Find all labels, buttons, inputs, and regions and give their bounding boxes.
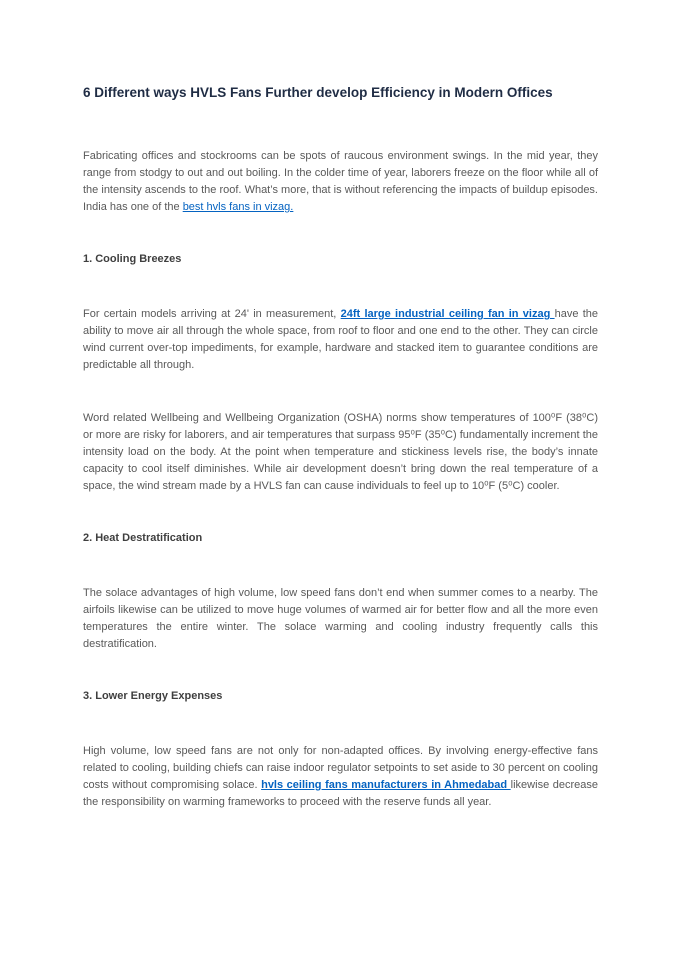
paragraph: [83, 306, 598, 374]
text-run: High volume, low speed fans are not only for non-adapted offices. By involving energy-effective fans related to cooling, building chiefs can raise indoor regulator setpoints to set aside to 30 percent on cooling costs without compromising solace.: [83, 745, 598, 791]
text-run: The solace advantages of high volume, low speed fans don’t end when summer comes to a nearby. The airfoils likewise can be utilized to move huge volumes of warmed air for better flow and all the more even temperatures the entire winter. The solace warming and cooling industry frequently calls this destratification.: [83, 587, 598, 650]
section-heading: 2. Heat Destratification: [83, 532, 203, 544]
text-run: have the ability to move air all through the whole space, from roof to floor and one end to the other. They can circle wind current over-top impediments, for example, hardware and stacked item to guarantee conditions are predictable all through.: [83, 308, 598, 371]
text-run: For certain models arriving at 24' in measurement,: [83, 308, 341, 320]
document-body: [83, 148, 598, 811]
paragraph: [83, 148, 598, 216]
text-run: Word related Wellbeing and Wellbeing Organization (OSHA) norms show temperatures of 100⁰F (38⁰C) or more are risky for laborers, and air temperatures that surpass 95⁰F (35⁰C) fundamentally increment the intensity load on the body. At the point when temperature and stickiness levels rise, the body’s innate capacity to cool itself diminishes. While air development doesn’t bring down the real temperature of a space, the wind stream made by a HVLS fan can cause individuals to feel up to 10⁰F (5⁰C) cooler.: [83, 412, 598, 492]
hyperlink[interactable]: hvls ceiling fans manufacturers in Ahmedabad: [261, 779, 511, 791]
section-heading: 3. Lower Energy Expenses: [83, 690, 223, 702]
paragraph: [83, 743, 598, 811]
section-heading: 1. Cooling Breezes: [83, 253, 182, 265]
paragraph: [83, 585, 598, 653]
text-run: likewise decrease the responsibility on warming frameworks to proceed with the reserve funds all year.: [83, 779, 598, 808]
paragraph: [83, 410, 598, 495]
hyperlink[interactable]: best hvls fans in vizag.: [182, 201, 294, 213]
hyperlink[interactable]: 24ft large industrial ceiling fan in vizag: [340, 308, 555, 320]
document-title: 6 Different ways HVLS Fans Further develop Efficiency in Modern Offices: [83, 85, 553, 100]
text-run: Fabricating offices and stockrooms can be spots of raucous environment swings. In the mid year, they range from stodgy to out and out boiling. In the colder time of year, laborers freeze on the floor while all of the intensity ascends to the roof. What’s more, that is without referencing the impacts of buildup episodes. India has one of the: [83, 150, 598, 213]
